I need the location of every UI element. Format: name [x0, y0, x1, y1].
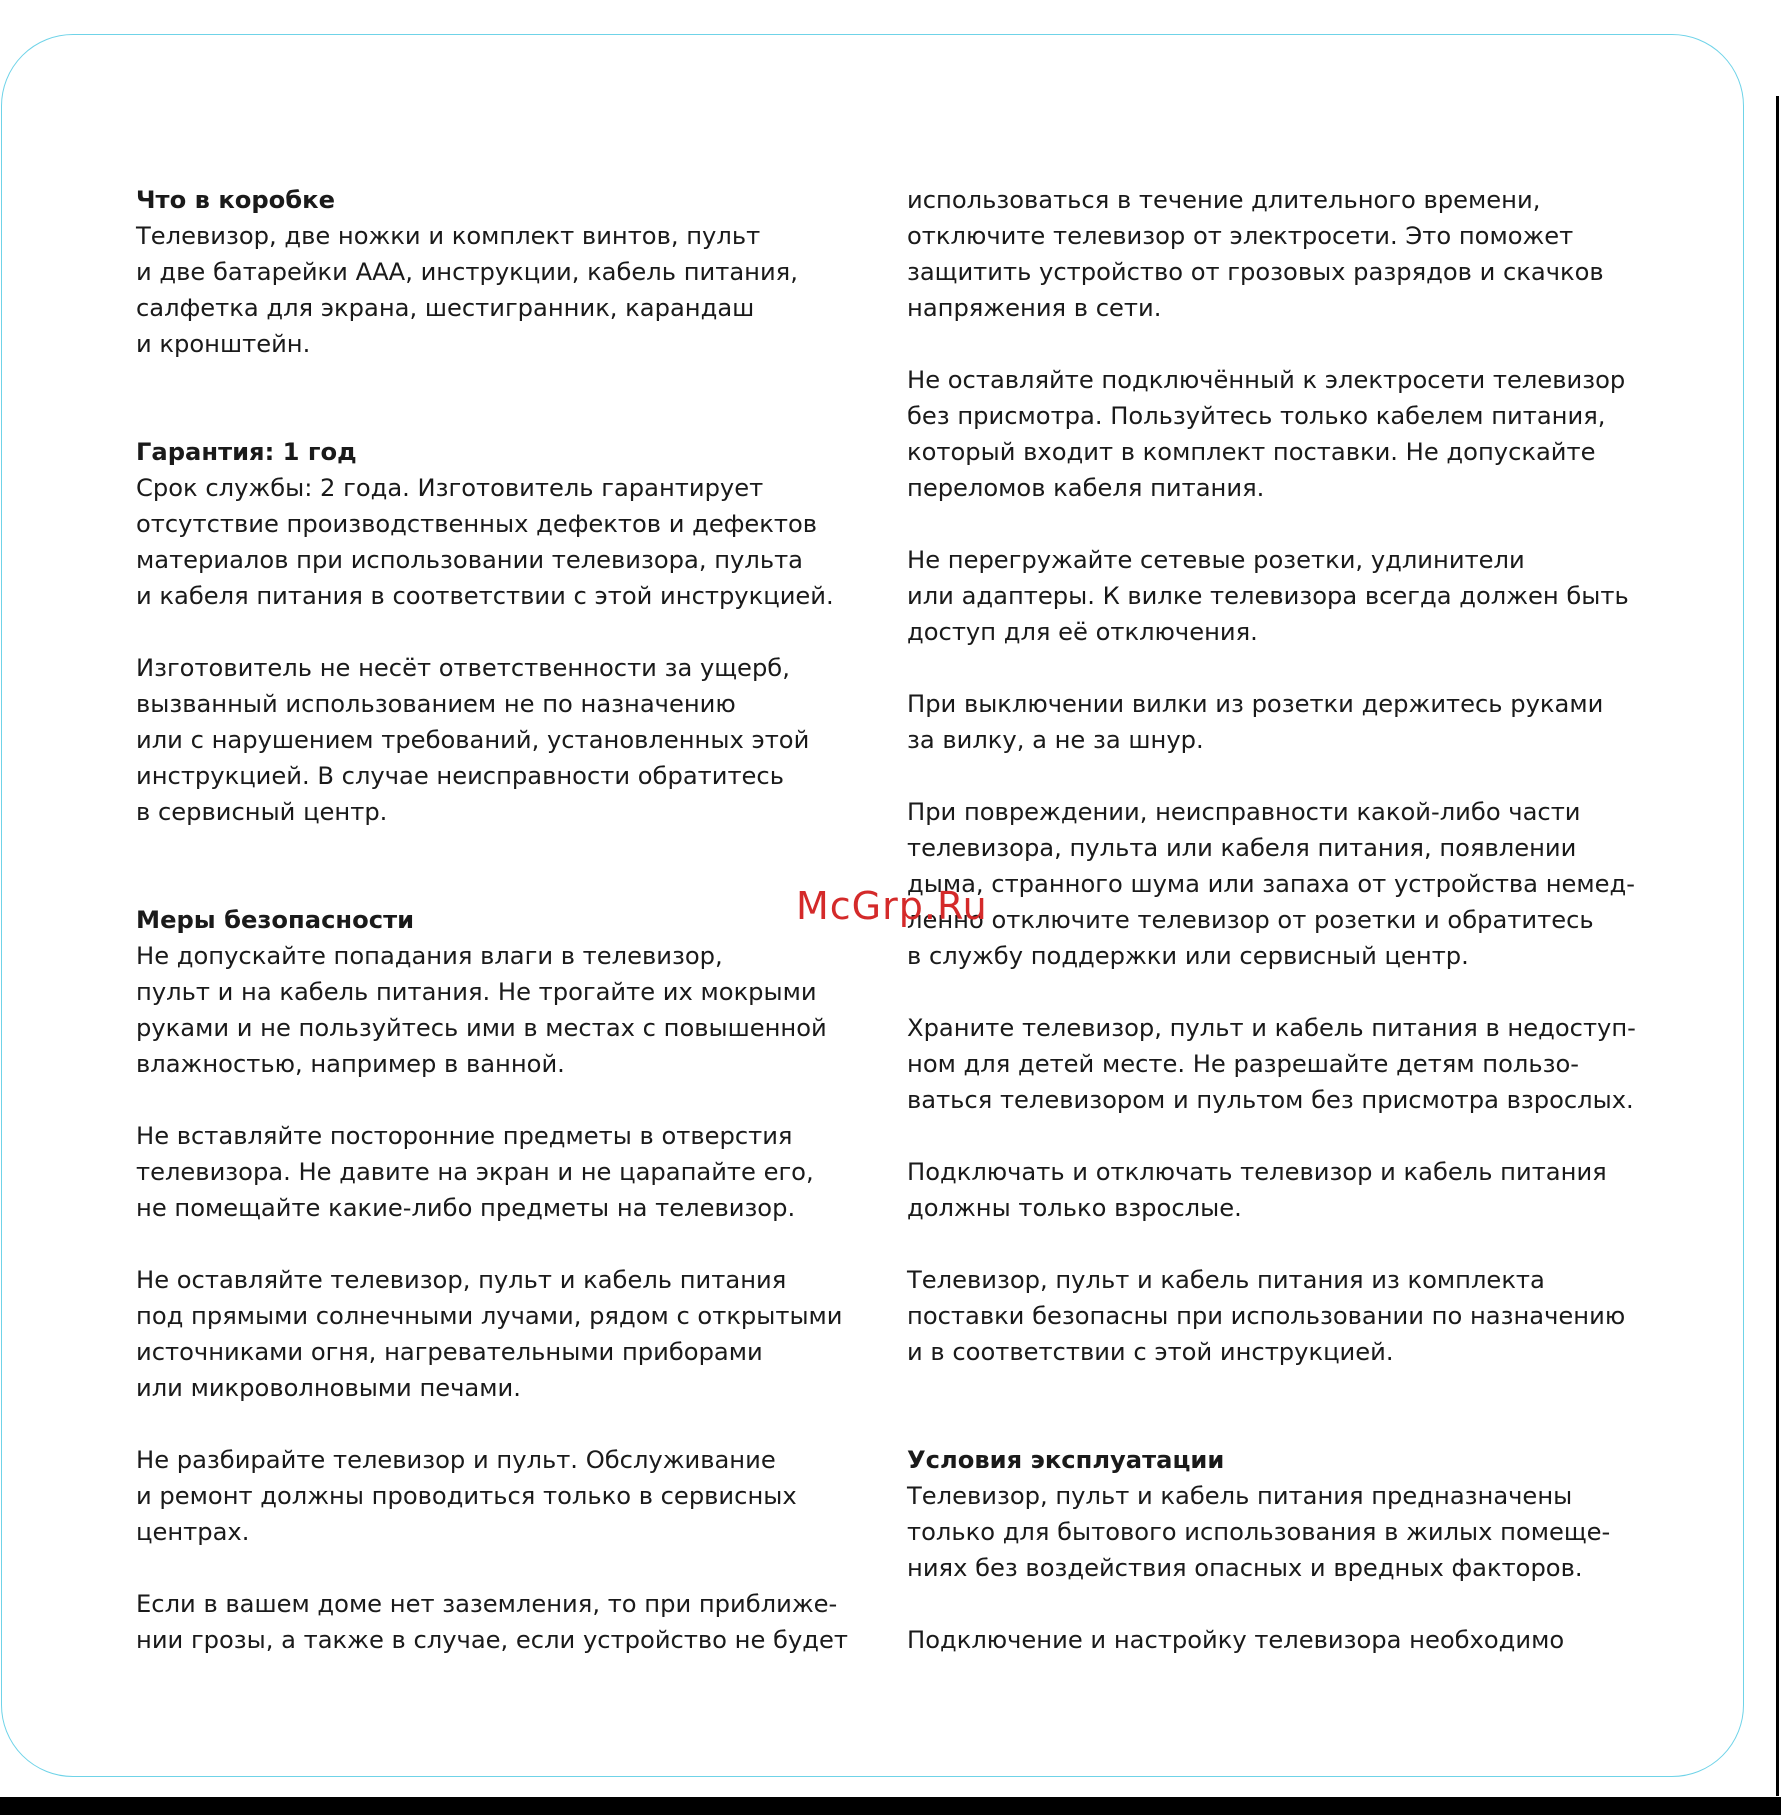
text-line: Подключать и отключать телевизор и кабель питания [907, 1158, 1607, 1186]
text-line: напряжения в сети. [907, 294, 1162, 322]
text-line: центрах. [136, 1518, 250, 1546]
text-line: телевизора, пульта или кабеля питания, появлении [907, 834, 1577, 862]
text-line: пульт и на кабель питания. Не трогайте их мокрыми [136, 978, 817, 1006]
text-line: При выключении вилки из розетки держитесь руками [907, 690, 1604, 718]
text-line: защитить устройство от грозовых разрядов и скачков [907, 258, 1604, 286]
text-line: Телевизор, две ножки и комплект винтов, пульт [136, 222, 761, 250]
text-line: должны только взрослые. [907, 1194, 1242, 1222]
text-line: ленно отключите телевизор от розетки и обратитесь [907, 906, 1594, 934]
text-line: Не оставляйте подключённый к электросети телевизор [907, 366, 1626, 394]
text-line: без присмотра. Пользуйтесь только кабелем питания, [907, 402, 1606, 430]
text-line: вызванный использованием не по назначению [136, 690, 736, 718]
text-line: и кабеля питания в соответствии с этой инструкцией. [136, 582, 834, 610]
text-line: в сервисный центр. [136, 798, 388, 826]
text-line: и в соответствии с этой инструкцией. [907, 1338, 1394, 1366]
text-line: Подключение и настройку телевизора необходимо [907, 1626, 1565, 1654]
text-line: При повреждении, неисправности какой-либо части [907, 798, 1581, 826]
text-line: материалов при использовании телевизора, пульта [136, 546, 803, 574]
text-line: в службу поддержки или сервисный центр. [907, 942, 1469, 970]
text-line: и две батарейки ААА, инструкции, кабель питания, [136, 258, 798, 286]
left-column [136, 182, 856, 1658]
section-heading-box: Что в коробке [136, 186, 336, 214]
text-line: доступ для её отключения. [907, 618, 1258, 646]
text-line: только для бытового использования в жилых помеще- [907, 1518, 1611, 1546]
text-line: телевизора. Не давите на экран и не царапайте его, [136, 1158, 814, 1186]
text-line: Телевизор, пульт и кабель питания из комплекта [907, 1266, 1545, 1294]
text-line: инструкцией. В случае неисправности обратитесь [136, 762, 784, 790]
text-line: и кронштейн. [136, 330, 311, 358]
text-line: под прямыми солнечными лучами, рядом с открытыми [136, 1302, 843, 1330]
text-line: ваться телевизором и пультом без присмотра взрослых. [907, 1086, 1634, 1114]
section-heading-conditions: Условия эксплуатации [907, 1446, 1225, 1474]
text-line: отключите телевизор от электросети. Это поможет [907, 222, 1574, 250]
right-column [907, 182, 1636, 1658]
text-line: ном для детей месте. Не разрешайте детям пользо- [907, 1050, 1579, 1078]
text-line: дыма, странного шума или запаха от устройства немед- [907, 870, 1635, 898]
text-line: источниками огня, нагревательными приборами [136, 1338, 763, 1366]
text-line: салфетка для экрана, шестигранник, карандаш [136, 294, 755, 322]
text-line: нии грозы, а также в случае, если устройство не будет [136, 1626, 848, 1654]
text-line: отсутствие производственных дефектов и дефектов [136, 510, 818, 538]
text-line: Телевизор, пульт и кабель питания предназначены [907, 1482, 1573, 1510]
text-line: поставки безопасны при использовании по назначению [907, 1302, 1626, 1330]
text-line: не помещайте какие-либо предметы на телевизор. [136, 1194, 796, 1222]
text-line: Не оставляйте телевизор, пульт и кабель питания [136, 1266, 787, 1294]
text-line: и ремонт должны проводиться только в сервисных [136, 1482, 797, 1510]
watermark: McGrp.Ru [796, 884, 988, 928]
text-line: или адаптеры. К вилке телевизора всегда должен быть [907, 582, 1629, 610]
section-heading-safety: Меры безопасности [136, 906, 415, 934]
text-line: Не вставляйте посторонние предметы в отверстия [136, 1122, 793, 1150]
text-line: или с нарушением требований, установленных этой [136, 726, 810, 754]
text-line: влажностью, например в ванной. [136, 1050, 565, 1078]
text-line: за вилку, а не за шнур. [907, 726, 1204, 754]
text-line: руками и не пользуйтесь ими в местах с повышенной [136, 1014, 827, 1042]
text-line: Если в вашем доме нет заземления, то при приближе- [136, 1590, 838, 1618]
text-line: использоваться в течение длительного времени, [907, 186, 1541, 214]
text-line: Не разбирайте телевизор и пульт. Обслуживание [136, 1446, 776, 1474]
section-heading-warranty: Гарантия: 1 год [136, 438, 357, 466]
text-line: Храните телевизор, пульт и кабель питания в недоступ- [907, 1014, 1636, 1042]
text-line: который входит в комплект поставки. Не допускайте [907, 438, 1596, 466]
text-line: Не перегружайте сетевые розетки, удлинители [907, 546, 1525, 574]
text-line: или микроволновыми печами. [136, 1374, 521, 1402]
text-line: переломов кабеля питания. [907, 474, 1265, 502]
text-line: ниях без воздействия опасных и вредных факторов. [907, 1554, 1583, 1582]
text-line: Не допускайте попадания влаги в телевизор, [136, 942, 723, 970]
scan-edge-right [1776, 96, 1779, 1796]
scan-edge-bottom [0, 1797, 1781, 1815]
text-line: Срок службы: 2 года. Изготовитель гарантирует [136, 474, 764, 502]
text-line: Изготовитель не несёт ответственности за ущерб, [136, 654, 790, 682]
